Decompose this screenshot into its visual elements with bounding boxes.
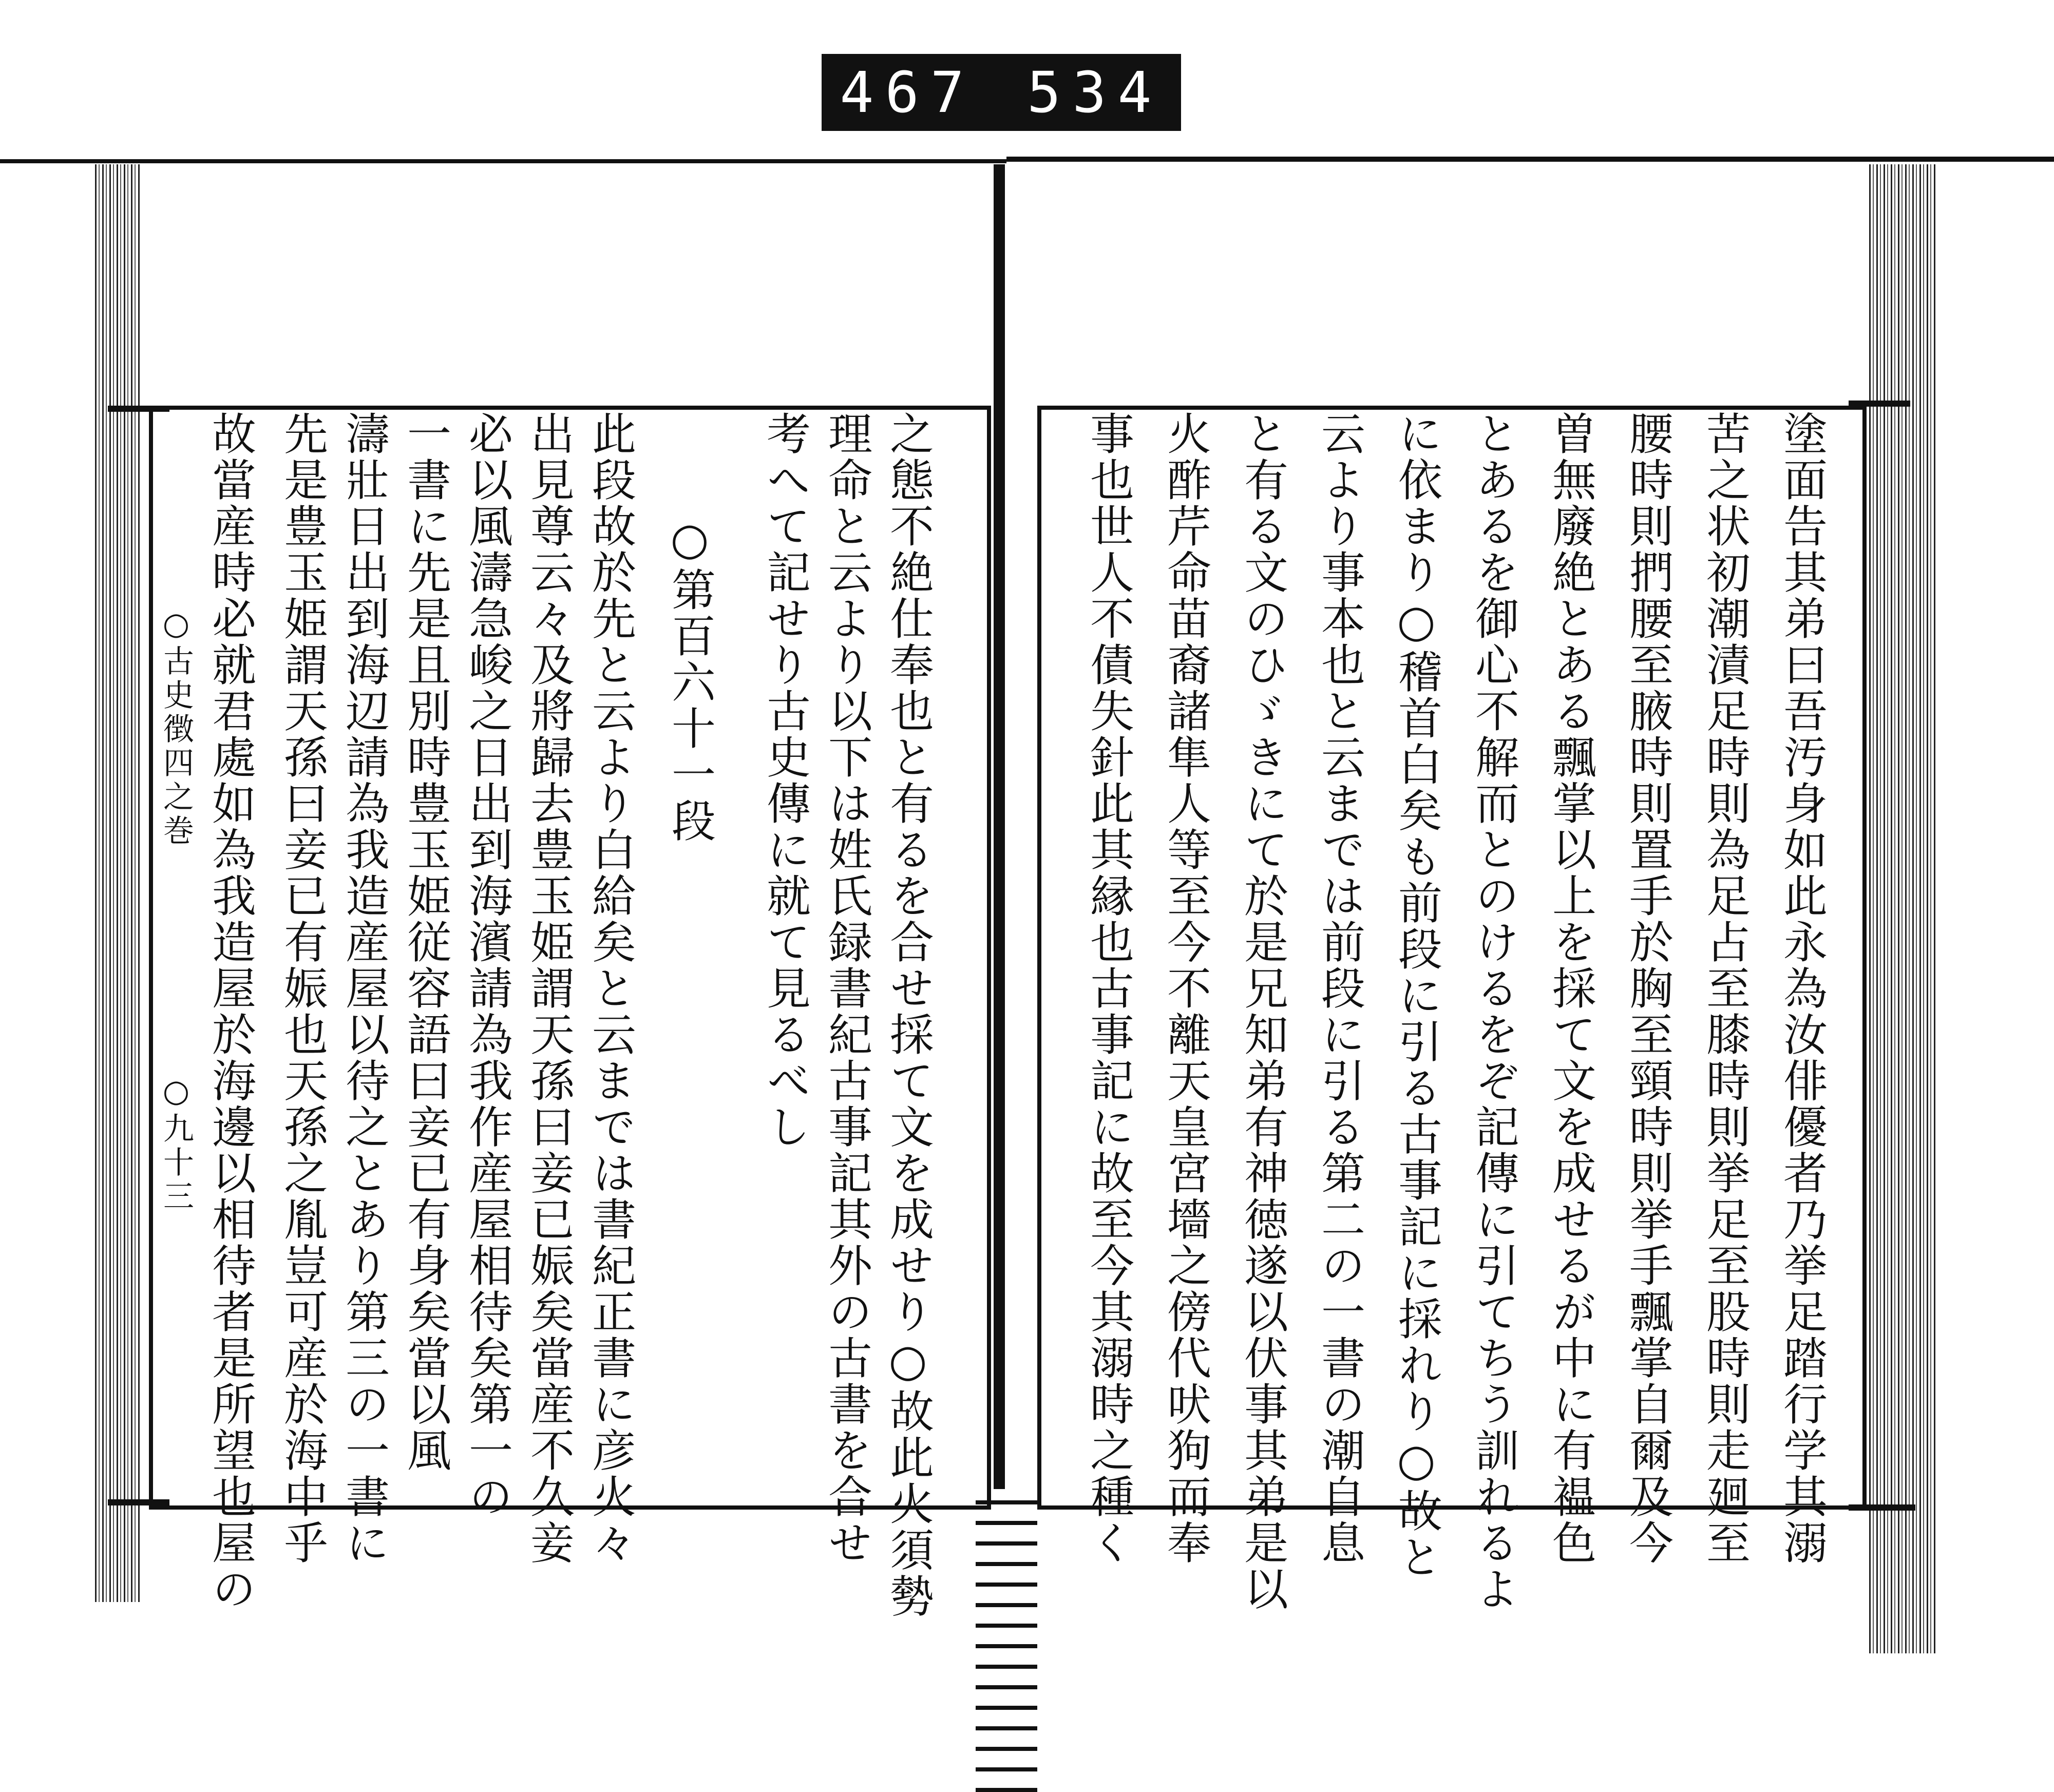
left-column-1: 之態不絶仕奉也と有るを合せ採て文を成せり○故此火須勢 — [882, 411, 934, 1619]
page-number: ○九十三 — [158, 1073, 194, 1214]
left-column-10: 一書に先是且別時豊玉姫従容語曰妾已有身矣當以風 — [400, 411, 451, 1474]
binding-strap-left-bottom — [108, 1499, 169, 1505]
gutter — [994, 164, 1005, 1628]
right-column-5: とあるを御心不解而とのけるをぞ記傳に引てちう訓れるよ — [1468, 411, 1519, 1612]
frame-number-right: 534 — [1027, 60, 1163, 125]
top-rule-right — [1006, 157, 2054, 162]
right-column-7: 云より事本也と云までは前段に引る第二の一書の潮自息 — [1314, 411, 1365, 1566]
right-column-8: と有る文のひゞきにて於是兄知弟有神徳遂以伏事其弟是以 — [1237, 411, 1288, 1612]
left-column-3: 考へて記せり古史傳に就て見るべし — [759, 411, 810, 1150]
left-column-13: 故當産時必就君處如為我造屋於海邊以相待者是所望也屋の — [204, 411, 256, 1612]
right-column-4: 曽無廢絶とある飄掌以上を採て文を成せるが中に有褞色 — [1545, 411, 1596, 1566]
top-rule-left — [0, 159, 1006, 163]
left-column-2: 理命と云より以下は姓氏録書紀古事記其外の古書を合せ — [821, 411, 872, 1566]
frame-number-label — [822, 54, 1181, 131]
right-column-3: 腰時則捫腰至腋時則置手於胸至頸時則挙手飄掌自爾及今 — [1622, 411, 1673, 1566]
right-column-1: 塗面告其弟曰吾汚身如此永為汝俳優者乃挙足踏行学其溺 — [1776, 411, 1827, 1566]
right-page-edge — [1869, 164, 1936, 1653]
binding-strap-right-top — [1849, 401, 1910, 407]
left-column-7: 此段故於先と云より白給矣と云までは書紀正書に彦火々 — [584, 411, 636, 1566]
left-column-9: 必以風濤急峻之日出到海濱請為我作産屋相待矣第一の — [461, 411, 512, 1520]
binding-strap-left-top — [108, 406, 169, 412]
running-head: ○古史徴四之巻 — [158, 606, 194, 848]
right-column-10: 事也世人不債失針此其縁也古事記に故至今其溺時之種く — [1082, 411, 1134, 1566]
left-column-11: 濤壯日出到海辺請為我造産屋以待之とあり第三の一書に — [338, 411, 389, 1566]
binding-strap-right-bottom — [1849, 1504, 1915, 1511]
left-column-section-heading: ○第百六十一段 — [664, 513, 715, 844]
frame-number-left: 467 — [840, 60, 976, 125]
left-page-edge — [95, 164, 141, 1602]
left-column-12: 先是豊玉姫謂天孫曰妾已有娠也天孫之胤豈可産於海中乎 — [276, 411, 328, 1566]
right-column-9: 火酢芹命苗裔諸隼人等至今不離天皇宮墻之傍代吠狗而奉 — [1159, 411, 1211, 1566]
right-column-6: に依まり○稽首白矣も前段に引る古事記に採れり○故と — [1391, 411, 1442, 1580]
right-column-2: 苦之状初潮漬足時則為足占至膝時則挙足至股時則走廻至 — [1699, 411, 1750, 1566]
gutter-bottom — [976, 1489, 1037, 1792]
left-column-8: 出見尊云々及將歸去豊玉姫謂天孫曰妾已娠矣當産不久妾 — [523, 411, 574, 1566]
